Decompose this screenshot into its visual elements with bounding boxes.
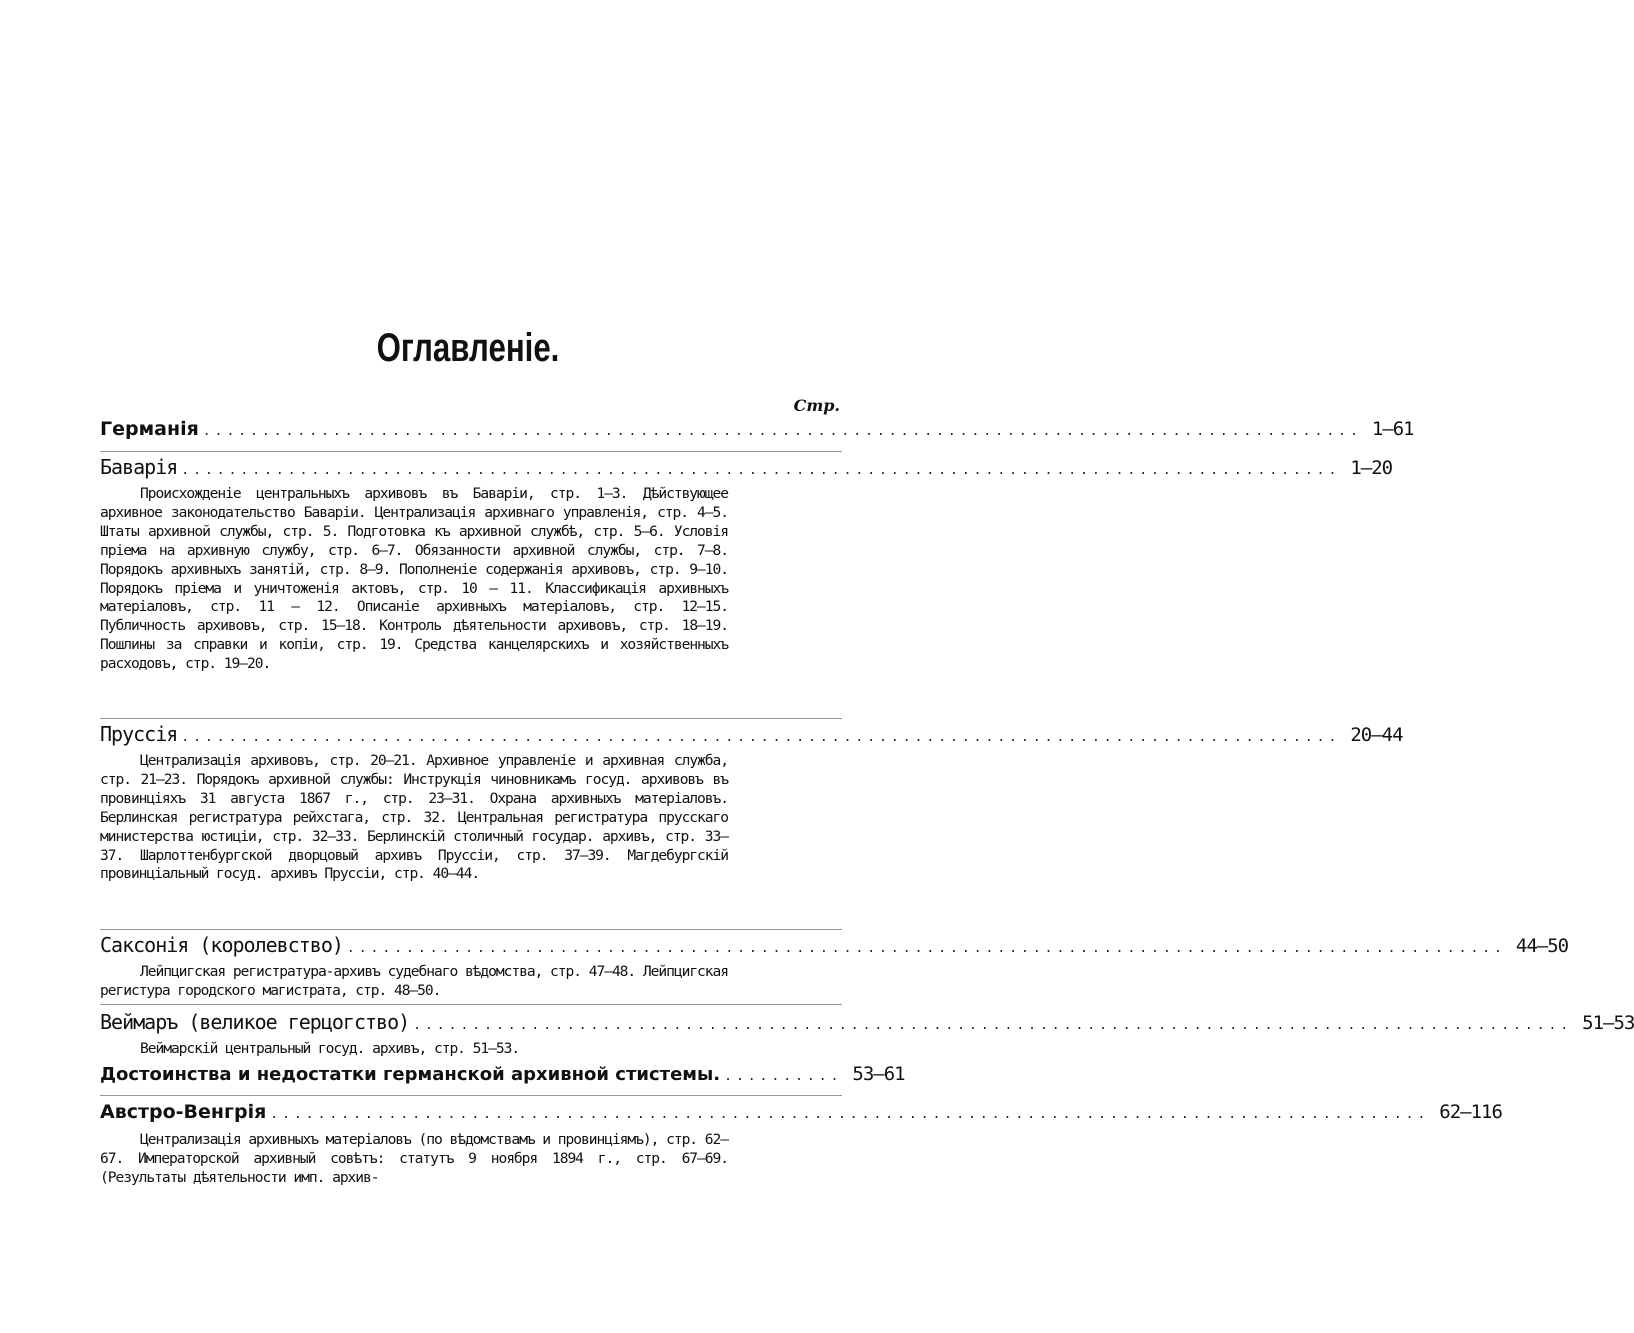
toc-entry-pages: 1—61 <box>1371 418 1414 440</box>
toc-entry-pages: 1—20 <box>1350 457 1393 479</box>
toc-entry-germany <box>100 418 1414 448</box>
divider <box>100 1095 842 1096</box>
toc-entry-name: Достоинства и недостатки германской архивной стистемы. <box>100 1064 721 1085</box>
toc-entry-description: Централизація архивныхъ матеріаловъ (по вѣдомствамъ и провинціямъ), стр. 62—67. Императорской архивный совѣтъ: статутъ 9 ноября 1894 г., стр. 67—69. (Результаты дѣятельности имп. архив- <box>100 1131 728 1186</box>
toc-entry-name: Баварія <box>100 455 178 479</box>
toc-heading <box>100 933 1569 963</box>
toc-heading <box>100 1101 1502 1131</box>
leader-dots: .................................................................................................. <box>181 730 1341 745</box>
toc-entry-description: Веймарскій центральный госуд. архивъ, стр. 51—53. <box>140 1040 520 1057</box>
toc-entry-name: Веймаръ (великое герцогство) <box>100 1010 410 1034</box>
toc-entry-pages: 51—53 <box>1582 1012 1634 1034</box>
toc-entry-name: Саксонія (королевство) <box>100 933 343 957</box>
toc-entry-name: Пруссія <box>100 722 178 746</box>
toc-heading <box>100 1063 905 1093</box>
divider <box>100 718 842 719</box>
toc-entry-name: Австро-Венгрія <box>100 1101 267 1123</box>
page-title: Оглавленіе. <box>376 326 560 370</box>
toc-entry-name: Германія <box>100 418 199 440</box>
divider <box>100 929 842 930</box>
toc-entry-merits <box>100 1063 905 1093</box>
leader-dots: .................................................................................................. <box>202 424 1362 439</box>
toc-entry-bavaria <box>100 455 1393 674</box>
toc-entry-pages: 20—44 <box>1350 724 1403 746</box>
toc-heading <box>100 1010 1634 1040</box>
toc-entry-description: Централизація архивовъ, стр. 20—21. Архивное управленіе и архивная служба, стр. 21—23. Порядокъ архивной службы: Инструкція чиновникамъ госуд. архивовъ въ провинціяхъ 31 августа 1867 г., стр. 23—31. Охрана архивныхъ матеріаловъ. Берлинская регистратура рейхстага, стр. 32. Центральная регистратура прусскаго министерства юстиціи, стр. 32—33. Берлинскій столичный государ. архивъ, стр. 33—37. Шарлоттенбургской дворцовый архивъ Пруссіи, стр. 37—39. Магдебургскій провинціальный госуд. архивъ Пруссіи, стр. 40—44. <box>100 752 728 883</box>
toc-entry-austria-hungary <box>100 1101 1502 1188</box>
toc-entry-weimar <box>100 1010 1634 1059</box>
leader-dots: .................................................................................................. <box>181 463 1341 478</box>
divider <box>100 1004 842 1005</box>
toc-entry-pages: 62—116 <box>1439 1101 1502 1123</box>
toc-heading <box>100 418 1414 448</box>
leader-dots: .................................................................................................. <box>346 941 1506 956</box>
toc-entry-pages: 44—50 <box>1515 935 1569 957</box>
pages-column-header: Стр. <box>793 396 840 415</box>
divider <box>100 451 842 452</box>
leader-dots: .................................................................................................. <box>270 1107 1430 1122</box>
toc-entry-saxony <box>100 933 1569 1001</box>
toc-heading <box>100 455 1393 485</box>
leader-dots: .......... <box>724 1069 843 1084</box>
toc-entry-pages: 53—61 <box>852 1063 905 1085</box>
toc-heading <box>100 722 1403 752</box>
toc-entry-description: Происхожденіе центральныхъ архивовъ въ Баваріи, стр. 1—3. Дѣйствующее архивное законодательство Баваріи. Централизація архивнаго управленія, стр. 4—5. Штаты архивной службы, стр. 5. Подготовка къ архивной службѣ, стр. 5—6. Условія пріема на архивную службу, стр. 6—7. Обязанности архивной службы, стр. 7—8. Порядокъ архивныхъ занятій, стр. 8—9. Пополненіе содержанія архивовъ, стр. 9—10. Порядокъ пріема и уничтоженія актовъ, стр. 10 — 11. Классификація архивныхъ матеріаловъ, стр. 11 — 12. Описаніе архивныхъ матеріаловъ, стр. 12—15. Публичность архивовъ, стр. 15—18. Контроль дѣятельности архивовъ, стр. 18—19. Пошлины за справки и копіи, стр. 19. Средства канцелярскихъ и хозяйственныхъ расходовъ, стр. 19—20. <box>100 485 728 673</box>
toc-entry-description: Лейпцигская регистратура-архивъ судебнаго вѣдомства, стр. 47—48. Лейпцигская регистура городского магистрата, стр. 48—50. <box>100 963 728 999</box>
leader-dots: .................................................................................................. <box>413 1018 1573 1033</box>
toc-entry-prussia <box>100 722 1403 884</box>
